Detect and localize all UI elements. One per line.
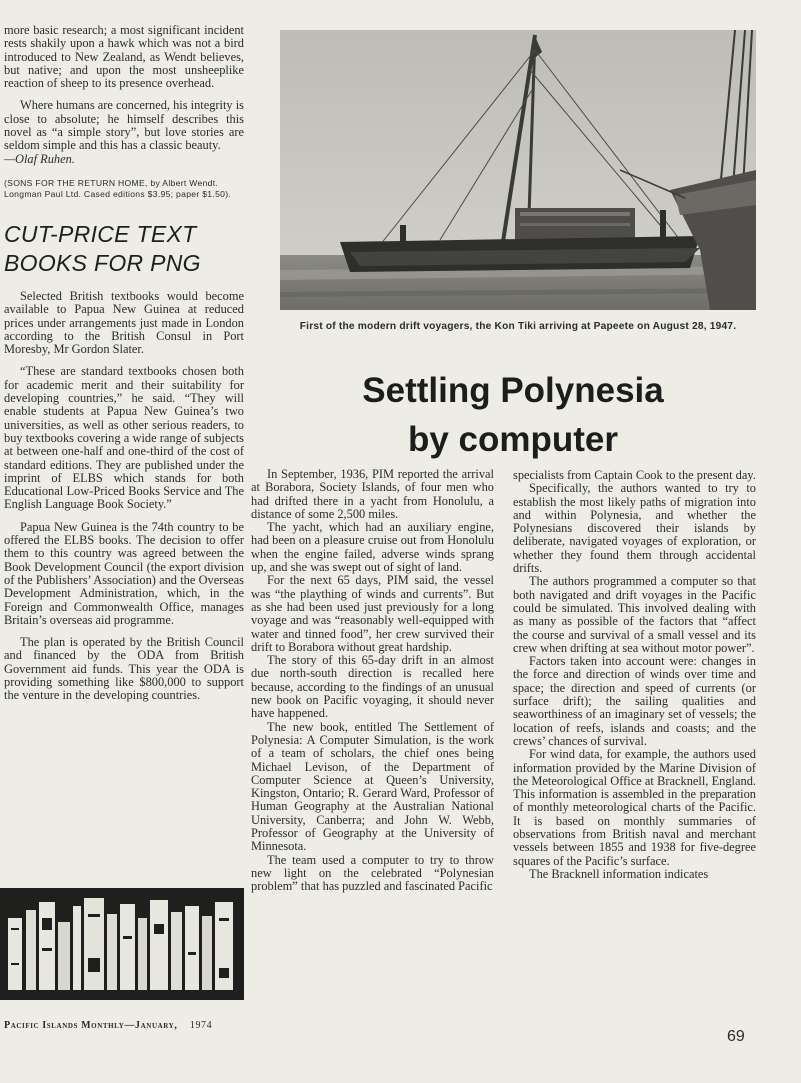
article-paragraph: Selected British textbooks would become available to Papua New Guinea at reduced prices under arrangements just made in London according to the British Consul in Port Moresby, Mr Gordon Slater. [4,288,244,357]
bookshelf-illustration [0,888,244,1000]
review-credit: —Olaf Ruhen. [4,151,75,166]
headline-line: BOOKS FOR PNG [4,249,201,276]
feature-column-middle [251,468,494,894]
feature-title-line: Settling Polynesia [362,371,664,410]
feature-paragraph: In September, 1936, PIM reported the arrival at Borabora, Society Islands, of four men who had drifted there in a yacht from Honolulu, a distance of some 2,500 miles. [251,467,494,521]
page-footer [4,1020,304,1031]
left-column [4,24,244,703]
feature-paragraph: The yacht, which had an auxiliary engine, had been on a pleasure cruise out from Honolulu when the engine failed, adverse winds sprang up, and she was swept out of sight of land. [251,520,494,575]
kon-tiki-photo [280,30,756,310]
bookshelf-graphic [0,888,244,1000]
page-number: 69 [727,1028,745,1045]
feature-paragraph: The team used a computer to try to throw new light on the celebrated “Polynesian problem” that has puzzled and fascinated Pacific [251,852,494,894]
article-paragraph: “These are standard textbooks chosen both for academic merit and their suitability for developing countries,” he said. “They will enable students at Papua New Guinea’s two universities, as well as other serious readers, to buy textbooks covering a wide range of subjects at between one-half and one-third of the cost of standard editions. They are published under the imprint of ELBS which stands for both Educational Low-Priced Books Service and The English Language Book Society.” [4,364,244,512]
raft-photo-graphic [280,30,756,310]
feature-paragraph: The authors programmed a computer so that both navigated and drift voyages in the Pacific could be simulated. This involved dealing with as many as possible of the factors that “affect the course and survival of a small vessel and its crew when drifting at sea without motor power”. [513,574,756,655]
feature-title-line: by computer [407,420,619,459]
feature-paragraph: For wind data, for example, the authors used information provided by the Marine Division of the Meteorological Office at Bracknell, England. This information is assembled in the preparation of monthly meteorological charts of the Pacific. It is based on monthly summaries of observations from British naval and merchant vessels between 1855 and 1938 for five-degree squares of the Pacific’s surface. [513,747,756,868]
feature-title [270,366,756,464]
review-paragraph: Where humans are concerned, his integrity is close to absolute; he himself describes this novel as “a simple story”, but love stories are seldom simple and this has a classic beauty. [4,98,244,153]
article-headline [4,220,244,278]
feature-paragraph: Factors taken into account were: changes in the force and direction of winds over time and space; the direction and speed of currents (or surface drift); the sailing qualities and seaworthiness of an imaginary set of vessels; the location of reefs, islands and coasts; and the crews’ chances of survival. [513,654,756,748]
feature-paragraph: The new book, entitled The Settlement of Polynesia: A Computer Simulation, is the work of a team of scholars, the chief ones being Michael Levison, of the Department of Computer Science at Queen’s University, Kingston, Ontario; R. Gerard Ward, Professor of Human Geography at the Australian National University, Canberra; and John W. Webb, Professor of Geography at the University of Minnesota. [251,719,494,854]
article-paragraph: Papua New Guinea is the 74th country to be offered the ELBS books. The decision to offer them to this country was agreed between the Book Development Council (the export division of the Publishers’ Association) and the Overseas Development Administration, which, in the Foreign and Commonwealth Office, manages Britain’s overseas aid programme. [4,519,244,627]
magazine-name: Pacific Islands Monthly—January, [4,1020,178,1031]
article-paragraph: The plan is operated by the British Council and financed by the ODA from British Government aid funds. This year the ODA is providing something like $800,000 to support the venture in the developing countries. [4,635,244,703]
feature-paragraph: Specifically, the authors wanted to try to establish the most likely paths of migration into and within Polynesia, and whether the Polynesians discovered their islands by deliberate, navigated voyages of exploration, or whether they found them through accidental drifts. [513,481,756,576]
issue-year: 1974 [189,1020,213,1031]
headline-line: CUT-PRICE TEXT [4,220,197,247]
feature-paragraph: The story of this 65-day drift in an almost due north-south direction is recalled here because, according to the findings of an unusual new book on Pacific voyaging, it should never have happened. [251,653,494,721]
feature-paragraph: For the next 65 days, PIM said, the vessel was “the plaything of winds and currents”. But as she had been used just previously for a long voyage and was “reasonably well-equipped with water and tinned food”, her crew survived their drift to Borabora without great hardship. [251,573,494,654]
review-paragraph: more basic research; a most significant incident rests shakily upon a hawk which was not a bird introduced to New Zealand, as Wendt believes, but native; and upon the most unsheeplike reaction of sheep to its presence overhead. [4,23,244,91]
photo-caption: First of the modern drift voyagers, the Kon Tiki arriving at Papeete on August 28, 1947. [299,321,737,332]
feature-paragraph: The Bracknell information indicates [529,866,709,881]
feature-column-right [513,469,756,881]
book-reference: (SONS FOR THE RETURN HOME, by Albert Wendt. Longman Paul Ltd. Cased editions $3.95; paper $1.50). [4,177,232,199]
feature-paragraph: specialists from Captain Cook to the present day. [513,468,756,482]
